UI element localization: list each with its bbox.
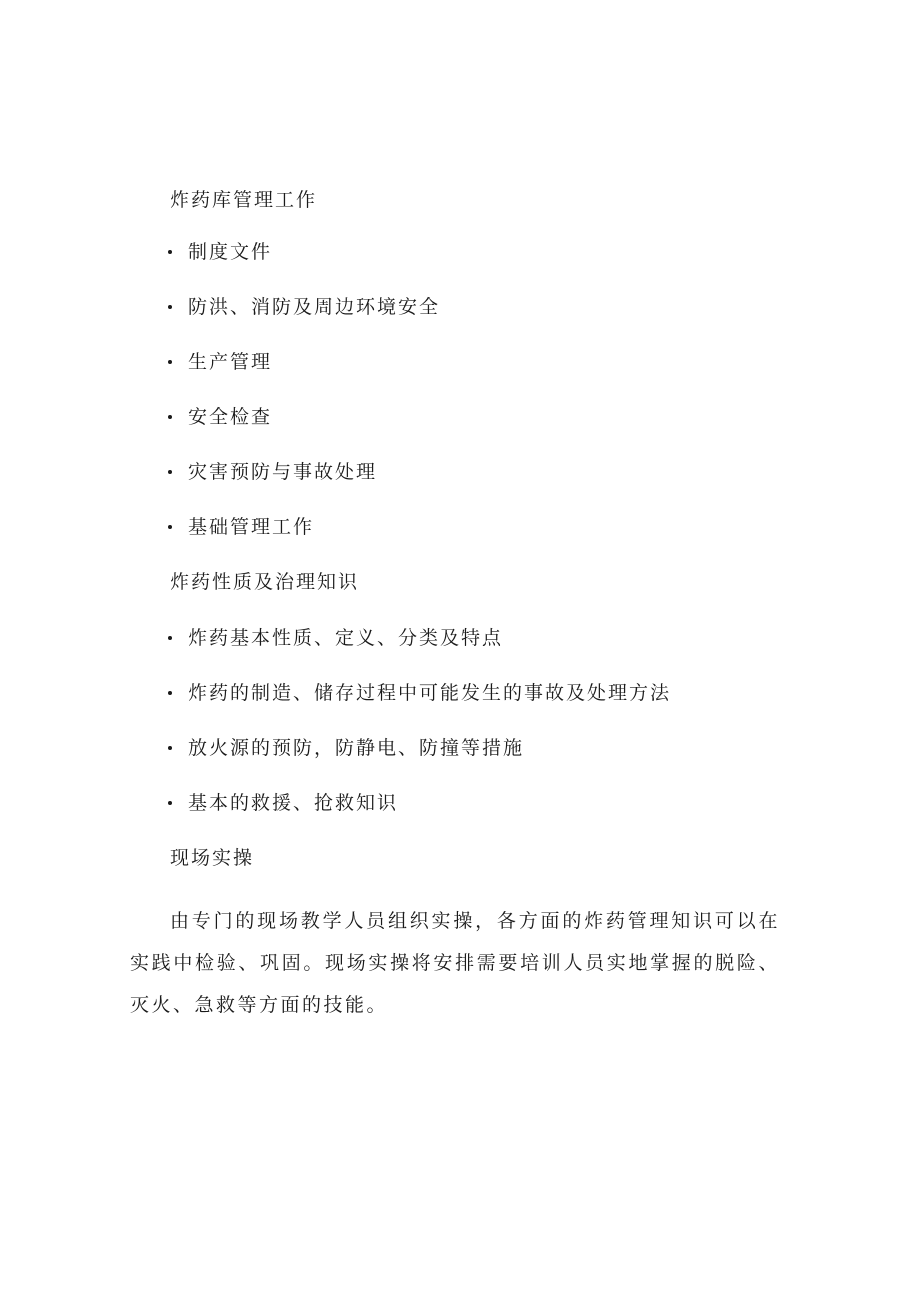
list-item — [168, 791, 398, 815]
bullet-dot-icon — [168, 801, 172, 805]
list-item — [168, 295, 440, 319]
section-heading-explosive-properties: 炸药性质及治理知识 — [170, 571, 360, 593]
bullet-dot-icon — [168, 415, 172, 419]
list-item — [168, 350, 272, 374]
bullet-dot-icon — [168, 746, 172, 750]
list-item-text: 防洪、消防及周边环境安全 — [188, 296, 441, 318]
list-item-text: 炸药基本性质、定义、分类及特点 — [188, 627, 504, 649]
list-item — [168, 405, 272, 429]
bullet-dot-icon — [168, 636, 172, 640]
list-item-text: 制度文件 — [188, 241, 273, 263]
list-item — [168, 240, 272, 264]
bullet-dot-icon — [168, 691, 172, 695]
list-item-text: 基本的救援、抢救知识 — [188, 792, 399, 814]
list-item — [168, 460, 377, 484]
list-item-text: 生产管理 — [188, 351, 273, 373]
bullet-dot-icon — [168, 305, 172, 309]
bullet-dot-icon — [168, 470, 172, 474]
list-item-text: 放火源的预防，防静电、防撞等措施 — [188, 737, 525, 759]
list-item — [168, 515, 314, 539]
list-item-text: 灾害预防与事故处理 — [188, 461, 378, 483]
list-item-text: 安全检查 — [188, 406, 273, 428]
bullet-dot-icon — [168, 360, 172, 364]
list-item — [168, 681, 671, 705]
list-item — [168, 626, 503, 650]
list-item-text: 炸药的制造、储存过程中可能发生的事故及处理方法 — [188, 682, 672, 704]
bullet-dot-icon — [168, 525, 172, 529]
field-practice-paragraph: 由专门的现场教学人员组织实操，各方面的炸药管理知识可以在实践中检验、巩固。现场实操将安排需要培训人员实地掌握的脱险、灭火、急救等方面的技能。 — [130, 910, 780, 1016]
list-item-text: 基础管理工作 — [188, 516, 315, 538]
section-heading-magazine-management: 炸药库管理工作 — [170, 189, 318, 211]
list-item — [168, 736, 524, 760]
bullet-dot-icon — [168, 250, 172, 254]
section-heading-field-practice: 现场实操 — [170, 847, 255, 869]
